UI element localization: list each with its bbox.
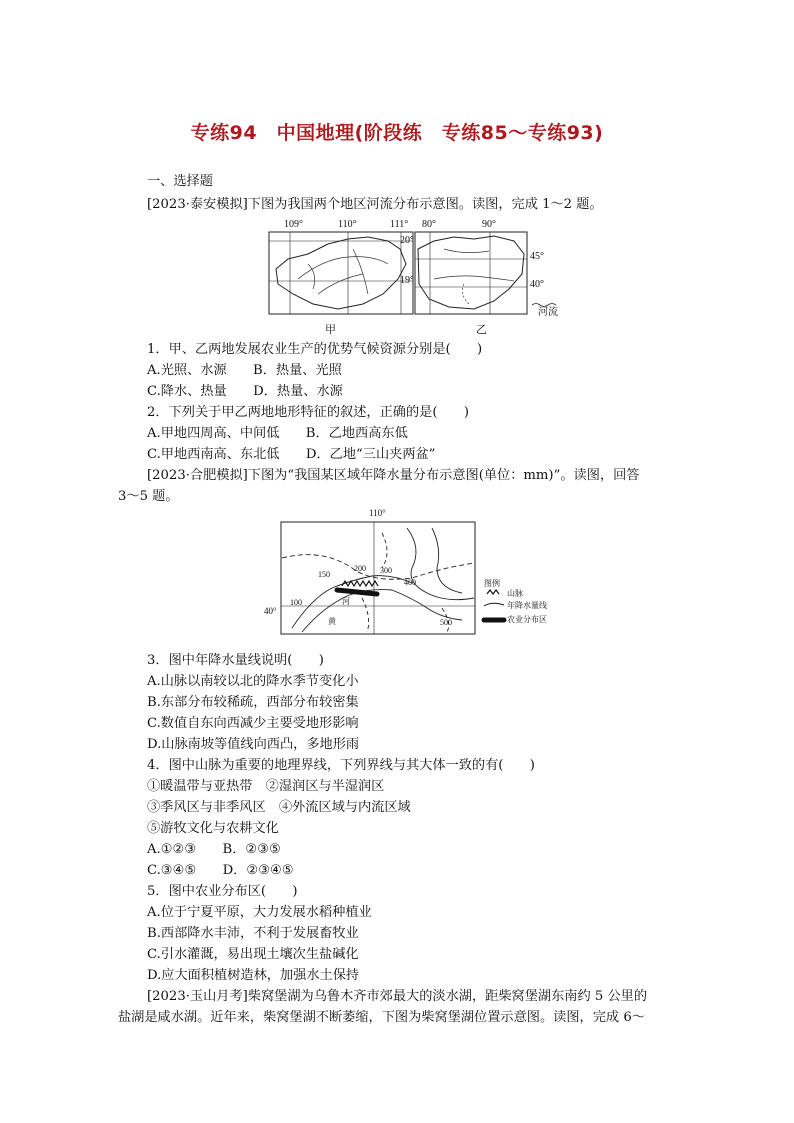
map-jia-caption: 甲 (325, 324, 336, 336)
q2-options-cd: C.甲地西南高、东北低 D．乙地“三山夹两盆” (147, 447, 436, 462)
yi-lat-1: 45° (530, 251, 544, 262)
q3-option-a: A.山脉以南较以北的降水季节变化小 (147, 674, 359, 689)
jia-lon-3: 111° (390, 219, 409, 230)
precipitation-map (262, 508, 562, 638)
q4-item-line2: ③季风区与非季风区 ④外流区域与内流区域 (147, 800, 411, 815)
q3-option-d: D.山脉南坡等值线向西凸，多地形雨 (147, 737, 360, 752)
map-yi (414, 219, 574, 319)
yi-lon-2: 90° (482, 219, 496, 230)
intro-q6-line2: 盐湖是咸水湖。近年来，柴窝堡湖不断萎缩，下图为柴窝堡湖位置示意图。读图，完成 6～ (118, 1010, 645, 1025)
q5-option-d: D.应大面积植树造林，加强水土保持 (147, 968, 360, 983)
q1-options-cd: C.降水、热量 D．热量、水源 (147, 384, 343, 399)
jia-lon-2: 110° (338, 219, 357, 230)
legend-title: 图例 (484, 579, 500, 588)
iso-500: 500 (440, 618, 452, 627)
q5-stem: 5．图中农业分布区( ) (147, 884, 298, 899)
q4-options-ab: A.①②③ B．②③⑤ (147, 842, 281, 857)
q4-item-line1: ①暖温带与亚热带 ②湿润区与半湿润区 (147, 779, 385, 794)
map-jia-drawing (268, 219, 418, 319)
intro-q3-5-line2: 3～5 题。 (118, 489, 179, 504)
iso-300: 300 (380, 566, 392, 575)
river-char-huang: 黄 (328, 617, 336, 626)
q3-option-b: B.东部分布较稀疏，西部分布较密集 (147, 695, 359, 710)
iso-200: 200 (354, 564, 366, 573)
intro-q1-2: [2023·泰安模拟]下图为我国两个地区河流分布示意图。读图，完成 1～2 题。 (147, 197, 603, 212)
jia-lat-1: 20° (400, 235, 414, 246)
q2-options-ab: A.甲地四周高、中间低 B．乙地西高东低 (147, 426, 408, 441)
q3-option-c: C.数值自东向西减少主要受地形影响 (147, 716, 359, 731)
intro-q3-5-line1: [2023·合肥模拟]下图为“我国某区域年降水量分布示意图(单位：mm)”。读图，回答 (147, 468, 640, 483)
yi-legend-river: 河流 (538, 307, 558, 318)
map-jia (268, 219, 418, 319)
q4-item-line3: ⑤游牧文化与农耕文化 (147, 821, 279, 836)
river-char-he: 河 (342, 597, 350, 606)
iso-400: 400 (404, 578, 416, 587)
q5-option-b: B.西部降水丰沛，不利于发展畜牧业 (147, 926, 359, 941)
q1-options-ab: A.光照、水源 B．热量、光照 (147, 363, 342, 378)
q2-stem: 2．下列关于甲乙两地地形特征的叙述，正确的是( ) (147, 405, 469, 420)
legend-isohyet: 年降水量线 (507, 601, 547, 610)
q4-stem: 4．图中山脉为重要的地理界线，下列界线与其大体一致的有( ) (147, 758, 535, 773)
iso-150: 150 (318, 570, 330, 579)
map-yi-caption: 乙 (476, 324, 487, 336)
intro-q6-line1: [2023·玉山月考]柴窝堡湖为乌鲁木齐市郊最大的淡水湖，距柴窝堡湖东南约 5 公里的 (147, 989, 648, 1004)
section-heading: 一、选择题 (147, 174, 213, 189)
q5-option-c: C.引水灌溉，易出现土壤次生盐碱化 (147, 947, 359, 962)
legend-mountain: 山脉 (507, 589, 523, 598)
jia-lon-1: 109° (284, 219, 303, 230)
q4-options-cd: C.③④⑤ D．②③④⑤ (147, 863, 294, 878)
legend-agri: 农业分布区 (507, 615, 547, 624)
q3-stem: 3．图中年降水量线说明( ) (147, 653, 324, 668)
q5-option-a: A.位于宁夏平原，大力发展水稻种植业 (147, 905, 372, 920)
iso-100: 100 (290, 598, 302, 607)
jia-lat-2: 19° (400, 275, 414, 286)
map2-lon-110: 110° (369, 508, 386, 518)
yi-lat-2: 40° (530, 279, 544, 290)
map2-lat-40: 40° (264, 606, 277, 616)
page-title: 专练94 中国地理(阶段练 专练85～专练93) (190, 122, 604, 144)
q1-stem: 1．甲、乙两地发展农业生产的优势气候资源分别是( ) (147, 342, 483, 357)
yi-lon-1: 80° (422, 219, 436, 230)
